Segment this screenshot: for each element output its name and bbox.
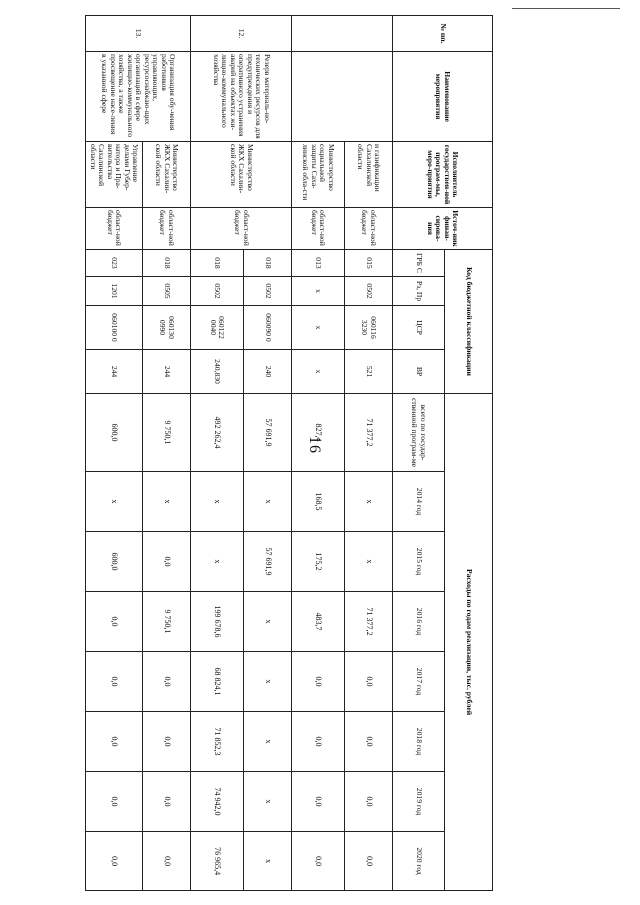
cell-rzpr: х <box>292 277 345 306</box>
cell-2018: 0,0 <box>86 712 143 772</box>
cell-total: 827,4 <box>292 394 345 472</box>
header-budget-code: Код бюджетной классификации <box>445 250 493 394</box>
cell-vr: 244 <box>142 350 190 394</box>
cell-2015: х <box>344 532 392 592</box>
cell-2020: 0,0 <box>142 832 190 891</box>
cell-2019: 0,0 <box>292 772 345 832</box>
cell-vr: 244 <box>86 350 143 394</box>
cell-grbs: 013 <box>292 250 345 277</box>
header-expenses: Расходы по годам реализации, тыс. рублей <box>445 394 493 891</box>
table-row <box>142 16 190 891</box>
header-2016: 2016 год <box>393 592 445 652</box>
cell-grbs: 023 <box>86 250 143 277</box>
cell-rzpr: 0505 <box>142 277 190 306</box>
cell-2014: х <box>191 472 244 532</box>
header-no: № пп. <box>393 16 493 52</box>
cell-vr: 240 <box>243 350 291 394</box>
header-2015: 2015 год <box>393 532 445 592</box>
cell-name: Резерв материаль-но-технических ресурсов для предупреждения и оперативного устранения аварий на объектах жи-лищно-коммунального хозяйства <box>191 52 292 142</box>
cell-source: област-ной бюджет <box>344 208 392 250</box>
cell-2016: 9 750,1 <box>142 592 190 652</box>
cell-2015: 57 691,9 <box>243 532 291 592</box>
cell-2018: 71 852,3 <box>191 712 244 772</box>
header-2014: 2014 год <box>393 472 445 532</box>
header-2018: 2018 год <box>393 712 445 772</box>
cell-no: 12. <box>191 16 292 52</box>
cell-2014: 168,5 <box>292 472 345 532</box>
cell-2014: х <box>142 472 190 532</box>
cell-2016: 199 678,6 <box>191 592 244 652</box>
cell-grbs: 018 <box>191 250 244 277</box>
cell-2017: 0,0 <box>344 652 392 712</box>
cell-csr: 060130 0990 <box>142 306 190 350</box>
header-total: всего по государ-ственной програм-ме <box>393 394 445 472</box>
cell-total: 9 750,1 <box>142 394 190 472</box>
header-2019: 2019 год <box>393 772 445 832</box>
cell-source: област-ной бюджет <box>292 208 345 250</box>
cell-2018: 0,0 <box>344 712 392 772</box>
cell-grbs: 015 <box>344 250 392 277</box>
cell-csr: х <box>292 306 345 350</box>
cell-2018: 0,0 <box>292 712 345 772</box>
cell-name <box>292 52 393 142</box>
cell-executor: Министерство ЖКХ Сахалин-ской области <box>191 142 292 208</box>
cell-grbs: 018 <box>142 250 190 277</box>
cell-2016: х <box>243 592 291 652</box>
cell-2020: 76 965,4 <box>191 832 244 891</box>
header-2020: 2020 год <box>393 832 445 891</box>
cell-2019: 0,0 <box>344 772 392 832</box>
cell-source: област-ной бюджет <box>142 208 190 250</box>
cell-2015: 175,2 <box>292 532 345 592</box>
cell-2014: х <box>243 472 291 532</box>
cell-vr: 521 <box>344 350 392 394</box>
cell-2019: 0,0 <box>86 772 143 832</box>
table-row <box>243 16 291 891</box>
cell-executor: и газификации Сахалинской области <box>344 142 392 208</box>
cell-2014: х <box>344 472 392 532</box>
cell-executor: Министерство ЖКХ Сахалин-ской области <box>142 142 190 208</box>
cell-csr: 060122 0040 <box>191 306 244 350</box>
cell-total: 71 377,2 <box>344 394 392 472</box>
cell-total: 600,0 <box>86 394 143 472</box>
cell-no: 13. <box>86 16 191 52</box>
cell-2018: 0,0 <box>142 712 190 772</box>
cell-2016: 483,7 <box>292 592 345 652</box>
cell-2015: 0,0 <box>142 532 190 592</box>
table-row <box>86 16 143 891</box>
cell-2019: 74 942,0 <box>191 772 244 832</box>
cell-rzpr: 0502 <box>191 277 244 306</box>
cell-2015: х <box>191 532 244 592</box>
cell-2015: 600,0 <box>86 532 143 592</box>
header-2017: 2017 год <box>393 652 445 712</box>
cell-csr: 060090 0 <box>243 306 291 350</box>
cell-2020: 0,0 <box>344 832 392 891</box>
budget-table <box>85 15 493 891</box>
cell-vr: х <box>292 350 345 394</box>
table-row <box>344 16 392 891</box>
cell-2019: 0,0 <box>142 772 190 832</box>
cell-total: 57 691,9 <box>243 394 291 472</box>
cell-2014: х <box>86 472 143 532</box>
cell-2017: 0,0 <box>292 652 345 712</box>
cell-rzpr: 0502 <box>344 277 392 306</box>
cell-rzpr: 1201 <box>86 277 143 306</box>
cell-source: област-ной бюджет <box>86 208 143 250</box>
cell-2018: х <box>243 712 291 772</box>
cell-2017: 0,0 <box>86 652 143 712</box>
cell-csr: 060116 3230 <box>344 306 392 350</box>
header-rzpr: Рз, Пр <box>393 277 445 306</box>
cell-2017: 0,0 <box>142 652 190 712</box>
cell-total: 492 262,4 <box>191 394 244 472</box>
table-row <box>292 16 345 891</box>
cell-rzpr: 0502 <box>243 277 291 306</box>
cell-name: Организация обу-чения работников управляющих, ресурсоснабжаю-щих организаций в сфере жилищно-коммунального хозяйства, а также просвещение насе-ления в указанной сфере <box>86 52 191 142</box>
header-source: Источ-ник финан-сирова-ния <box>393 208 493 250</box>
header-grbs: ГРБ С <box>393 250 445 277</box>
rotated-table-wrapper <box>85 15 493 890</box>
header-executor: Исполнитель государствен-ной програм-мы, меро-приятия <box>393 142 493 208</box>
page-number: 16 <box>306 436 323 454</box>
cell-2016: 0,0 <box>86 592 143 652</box>
header-csr: ЦСР <box>393 306 445 350</box>
cell-executor: Управление делами Губер-натора и Пра-вительства Сахалинской области <box>86 142 143 208</box>
cell-2019: х <box>243 772 291 832</box>
cell-2016: 71 377,2 <box>344 592 392 652</box>
cell-grbs: 018 <box>243 250 291 277</box>
cell-2020: 0,0 <box>292 832 345 891</box>
cell-csr: 060100 0 <box>86 306 143 350</box>
cell-vr: 240,830 <box>191 350 244 394</box>
cell-no <box>292 16 393 52</box>
cell-2020: х <box>243 832 291 891</box>
top-rule <box>512 8 620 9</box>
cell-2017: х <box>243 652 291 712</box>
cell-executor: Министерство социальной защиты Саха-линской обла-сти <box>292 142 345 208</box>
cell-source: област-ной бюджет <box>191 208 292 250</box>
cell-2020: 0,0 <box>86 832 143 891</box>
cell-2017: 68 824,1 <box>191 652 244 712</box>
header-name: Наименование мероприятия <box>393 52 493 142</box>
header-vr: ВР <box>393 350 445 394</box>
